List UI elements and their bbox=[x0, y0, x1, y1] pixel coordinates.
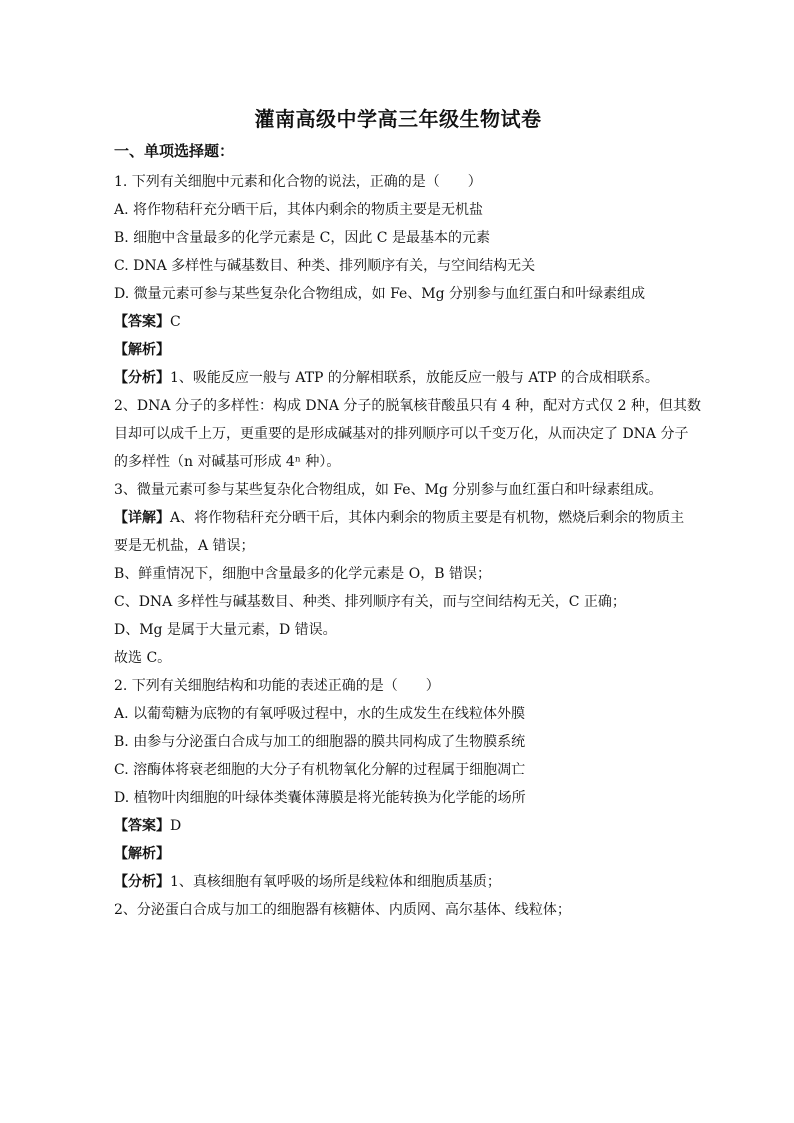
text-line bbox=[114, 308, 682, 336]
line-text: 2、DNA 分子的多样性：构成 DNA 分子的脱氧核苷酸虽只有 4 种，配对方式仅 2 种，但其数 bbox=[114, 398, 702, 414]
line-text: 1. 下列有关细胞中元素和化合物的说法，正确的是（ ） bbox=[114, 174, 482, 190]
text-line bbox=[114, 252, 682, 280]
text-line bbox=[114, 784, 682, 812]
text-line bbox=[114, 392, 702, 420]
line-text: A、将作物秸秆充分晒干后，其体内剩余的物质主要是有机物，燃烧后剩余的物质主 bbox=[170, 510, 685, 526]
line-tag: 【答案】 bbox=[114, 314, 170, 330]
line-text: C. DNA 多样性与碱基数目、种类、排列顺序有关，与空间结构无关 bbox=[114, 258, 536, 274]
text-line bbox=[114, 700, 682, 728]
line-tag: 【分析】 bbox=[114, 370, 170, 386]
document-title: 灌南高级中学高三年级生物试卷 bbox=[254, 107, 542, 131]
line-text: 2. 下列有关细胞结构和功能的表述正确的是（ ） bbox=[114, 678, 440, 694]
line-text: 故选 C。 bbox=[114, 650, 172, 666]
line-text: B. 细胞中含量最多的化学元素是 C，因此 C 是最基本的元素 bbox=[114, 230, 490, 246]
line-text: 要是无机盐，A 错误； bbox=[114, 538, 255, 554]
text-line bbox=[114, 476, 682, 504]
document-body bbox=[114, 168, 702, 924]
text-line bbox=[114, 588, 682, 616]
line-text: C. 溶酶体将衰老细胞的大分子有机物氧化分解的过程属于细胞凋亡 bbox=[114, 762, 526, 778]
line-text: C、DNA 多样性与碱基数目、种类、排列顺序有关，而与空间结构无关，C 正确； bbox=[114, 594, 626, 610]
text-line bbox=[114, 364, 682, 392]
text-line bbox=[114, 532, 682, 560]
text-line bbox=[114, 868, 682, 896]
line-text: D、Mg 是属于大量元素，D 错误。 bbox=[114, 622, 337, 638]
line-text: 3、微量元素可参与某些复杂化合物组成，如 Fe、Mg 分别参与血红蛋白和叶绿素组成。 bbox=[114, 482, 663, 498]
text-line bbox=[114, 336, 682, 364]
text-line bbox=[114, 280, 682, 308]
line-text: 目却可以成千上万，更重要的是形成碱基对的排列顺序可以千变万化，从而决定了 DNA 分子 bbox=[114, 426, 689, 442]
line-text: D bbox=[170, 818, 182, 834]
line-text: 2、分泌蛋白合成与加工的细胞器有核糖体、内质网、高尔基体、线粒体； bbox=[114, 902, 571, 918]
text-line bbox=[114, 560, 682, 588]
line-tag: 【分析】 bbox=[114, 874, 170, 890]
line-text: D. 微量元素可参与某些复杂化合物组成，如 Fe、Mg 分别参与血红蛋白和叶绿素组成 bbox=[114, 286, 646, 302]
line-tag: 【详解】 bbox=[114, 510, 170, 526]
text-line bbox=[114, 168, 682, 196]
line-tag: 【解析】 bbox=[114, 846, 170, 862]
text-line bbox=[114, 504, 685, 532]
line-text: 1、真核细胞有氧呼吸的场所是线粒体和细胞质基质； bbox=[170, 874, 501, 890]
text-line bbox=[114, 196, 682, 224]
line-text: A. 以葡萄糖为底物的有氧呼吸过程中，水的生成发生在线粒体外膜 bbox=[114, 706, 526, 722]
text-line bbox=[114, 420, 689, 448]
line-text: 1、吸能反应一般与 ATP 的分解相联系，放能反应一般与 ATP 的合成相联系。 bbox=[170, 370, 659, 386]
line-text: B、鲜重情况下，细胞中含量最多的化学元素是 O，B 错误； bbox=[114, 566, 491, 582]
line-text: 的多样性（n 对碱基可形成 4ⁿ 种）。 bbox=[114, 454, 341, 470]
line-text: A. 将作物秸秆充分晒干后，其体内剩余的物质主要是无机盐 bbox=[114, 202, 484, 218]
text-line bbox=[114, 756, 682, 784]
line-text: C bbox=[170, 314, 181, 330]
text-line bbox=[114, 224, 682, 252]
text-line bbox=[114, 840, 682, 868]
section-heading: 一、单项选择题： bbox=[114, 142, 235, 160]
text-line bbox=[114, 644, 682, 672]
text-line bbox=[114, 728, 682, 756]
line-text: B. 由参与分泌蛋白合成与加工的细胞器的膜共同构成了生物膜系统 bbox=[114, 734, 526, 750]
text-line bbox=[114, 448, 682, 476]
text-line bbox=[114, 616, 682, 644]
line-tag: 【答案】 bbox=[114, 818, 170, 834]
line-tag: 【解析】 bbox=[114, 342, 170, 358]
line-text: D. 植物叶肉细胞的叶绿体类囊体薄膜是将光能转换为化学能的场所 bbox=[114, 790, 526, 806]
text-line bbox=[114, 812, 682, 840]
text-line bbox=[114, 672, 682, 700]
text-line bbox=[114, 896, 682, 924]
